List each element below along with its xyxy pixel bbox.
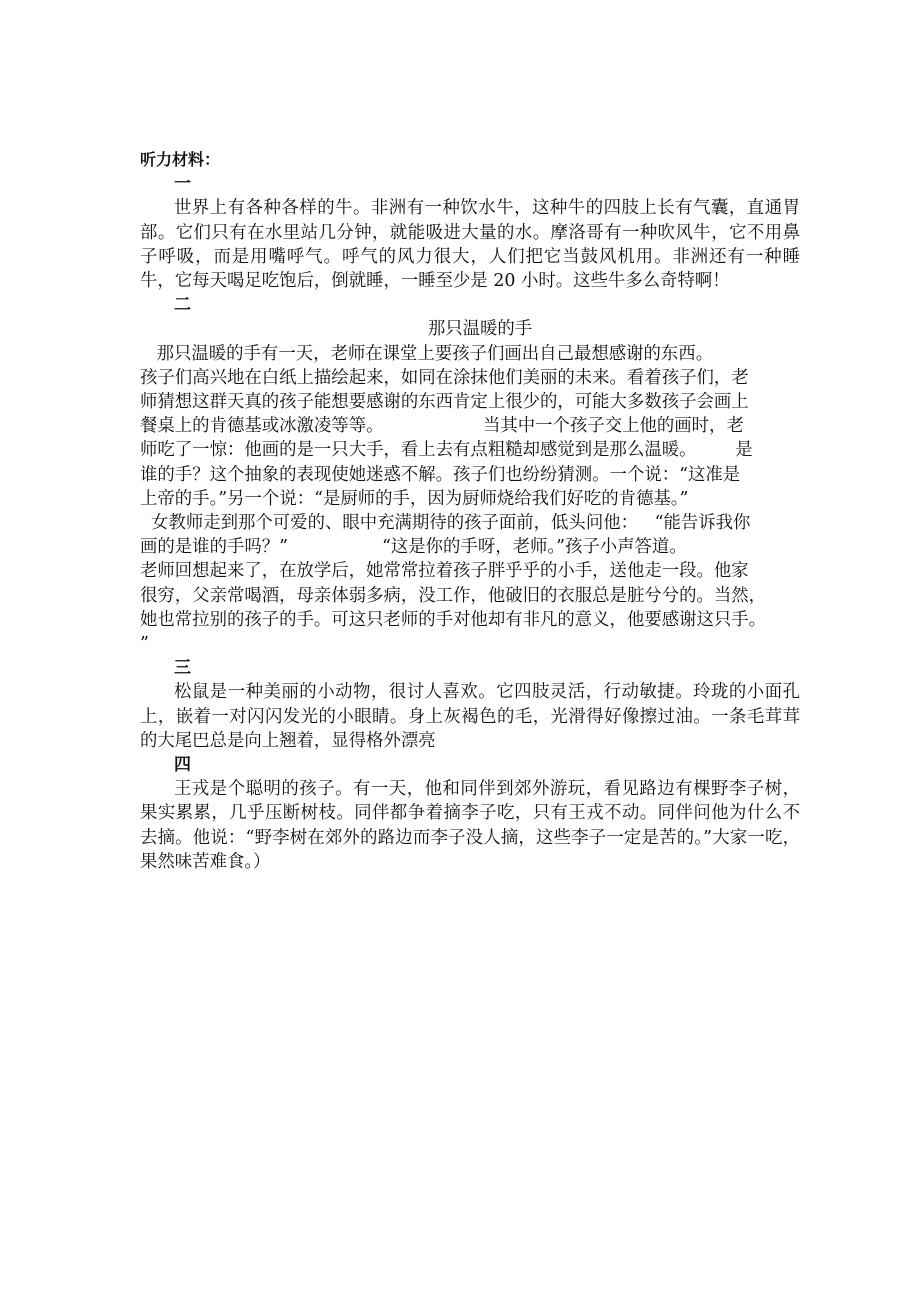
story-line: 孩子们高兴地在白纸上描绘起来，如同在涂抹他们美丽的未来。看着孩子们，老 [140, 367, 749, 388]
story-line: 画的是谁的手吗？” “这是你的手呀，老师。”孩子小声答道。 [140, 537, 687, 558]
section-two-story [140, 342, 800, 657]
section-three-paragraph: 松鼠是一种美丽的小动物，很讨人喜欢。它四肢灵活，行动敏捷。玲珑的小面孔上，嵌着一对闪闪发光的小眼睛。身上灰褐色的毛，光滑得好像擦过油。一条毛茸茸的大尾巴总是向上翘着，显得格外漂亮 [140, 682, 800, 751]
section-four-label: 四 [174, 755, 191, 776]
story-line: 女教师走到那个可爱的、眼中充满期待的孩子面前，低头问他： “能告诉我你 [140, 513, 751, 534]
story-line: 她也常拉别的孩子的手。可这只老师的手对他却有非凡的意义，他要感谢这只手。 [140, 609, 767, 630]
story-line: 老师回想起来了，在放学后，她常常拉着孩子胖乎乎的小手，送他走一段。他家 [140, 561, 749, 582]
story-line: 师吃了一惊：他画的是一只大手，看上去有点粗糙却感觉到是那么温暖。 是 [140, 440, 753, 461]
section-one-label: 一 [174, 174, 191, 195]
story-line: 谁的手？这个抽象的表现使她迷惑不解。孩子们也纷纷猜测。一个说：“这准是 [140, 464, 741, 485]
story-line: ” [140, 634, 149, 655]
section-two-title: 那只温暖的手 [427, 319, 533, 340]
section-four-paragraph: 王戎是个聪明的孩子。有一天，他和同伴到郊外游玩，看见路边有棵野李子树，果实累累，几乎压断树枝。同伴都争着摘李子吃，只有王戎不动。同伴问他为什么不去摘。他说：“野李树在郊外的路边而李子没人摘，这些李子一定是苦的。”大家一吃，果然味苦难食。） [140, 779, 800, 872]
section-two-label: 二 [174, 295, 191, 316]
listening-material [140, 148, 800, 874]
story-line: 很穷，父亲常喝酒，母亲体弱多病，没工作，他破旧的衣服总是脏兮兮的。当然， [140, 585, 767, 606]
section-one-paragraph: 世界上有各种各样的牛。非洲有一种饮水牛，这种牛的四肢上长有气囊，直通胃部。它们只有在水里站几分钟，就能吸进大量的水。摩洛哥有一种吹风牛，它不用鼻子呼吸，而是用嘴呼气。呼气的风力很大，人们把它当鼓风机用。非洲还有一种睡牛，它每天喝足吃饱后，倒就睡，一睡至少是 20 小时。这些牛多么奇特啊！ [140, 198, 800, 292]
story-line: 师猜想这群天真的孩子能想要感谢的东西肯定上很少的，可能大多数孩子会画上 [140, 392, 749, 413]
story-line: 上帝的手。”另一个说：“是厨师的手，因为厨师烧给我们好吃的肯德基。” [140, 488, 689, 509]
document-heading: 听力材料： [140, 150, 221, 169]
story-line: 那只温暖的手有一天，老师在课堂上要孩子们画出自己最想感谢的东西。 [140, 343, 714, 364]
section-three-label: 三 [174, 658, 191, 679]
story-line: 餐桌上的肯德基或冰激凌等等。 当其中一个孩子交上他的画时，老 [140, 416, 744, 437]
